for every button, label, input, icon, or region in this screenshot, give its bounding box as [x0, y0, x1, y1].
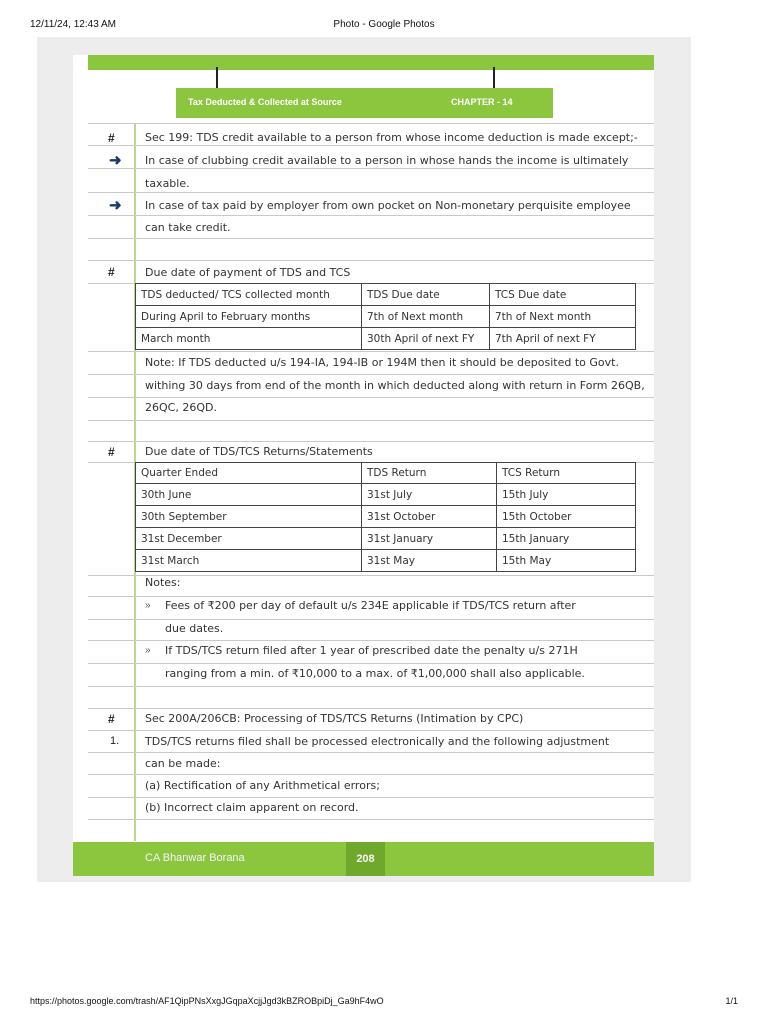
table-row	[136, 528, 636, 550]
table-cell: 15th October	[497, 506, 636, 528]
ruled-line	[88, 420, 654, 421]
table-cell: 15th May	[497, 550, 636, 572]
ruled-line	[88, 351, 654, 352]
table-row	[136, 328, 636, 350]
table-cell: 15th January	[497, 528, 636, 550]
sec200a-heading: Sec 200A/206CB: Processing of TDS/TCS Returns (Intimation by CPC)	[145, 712, 524, 725]
table-cell: 15th July	[497, 484, 636, 506]
returns-bullet2-line2: ranging from a min. of ₹10,000 to a max. of ₹1,00,000 shall also applicable.	[165, 667, 585, 680]
returns-due-heading: Due date of TDS/TCS Returns/Statements	[145, 445, 373, 458]
table-header-row	[136, 463, 636, 484]
returns-due-table	[135, 462, 636, 572]
bottom-accent-bar	[73, 842, 654, 876]
sec199-item1-line1: In case of clubbing credit available to a person in whose hands the income is ultimately	[145, 154, 629, 167]
ruled-line	[88, 374, 654, 375]
ruled-line	[88, 123, 654, 124]
ruled-line	[88, 215, 654, 216]
ruled-line	[88, 397, 654, 398]
ruled-line	[88, 752, 654, 753]
table-cell: 7th of Next month	[362, 306, 490, 328]
sec199-item2-line2: can take credit.	[145, 221, 231, 234]
table-cell: 31st December	[136, 528, 362, 550]
ruled-line	[88, 596, 654, 597]
ruled-line	[88, 145, 654, 146]
table-header-cell: TCS Due date	[490, 284, 636, 306]
author-name: CA Bhanwar Borana	[145, 852, 245, 864]
table-row	[136, 550, 636, 572]
table-header-cell: TDS deducted/ TCS collected month	[136, 284, 362, 306]
payment-note-line1: Note: If TDS deducted u/s 194-IA, 194-IB or 194M then it should be deposited to Govt.	[145, 356, 619, 369]
returns-notes-label: Notes:	[145, 576, 181, 589]
table-cell: 31st October	[362, 506, 497, 528]
sec200a-item-a: (a) Rectification of any Arithmetical errors;	[145, 779, 380, 792]
right-arrow-icon: ➜	[109, 197, 122, 214]
section-hash-marker: #	[108, 712, 115, 726]
section-hash-marker: #	[108, 265, 115, 279]
double-chevron-icon: »	[145, 600, 151, 611]
print-url: https://photos.google.com/trash/AF1QipPNsXxgJGqpaXcjjJgd3kBZROBpiDj_Ga9hF4wO	[30, 996, 384, 1006]
sec200a-item-b: (b) Incorrect claim apparent on record.	[145, 801, 359, 814]
print-page-count: 1/1	[725, 996, 738, 1006]
ruled-line	[88, 774, 654, 775]
sec199-heading: Sec 199: TDS credit available to a person from whose income deduction is made except;-	[145, 131, 638, 144]
sec199-item2-line1: In case of tax paid by employer from own pocket on Non-monetary perquisite employee	[145, 199, 631, 212]
double-chevron-icon: »	[145, 645, 151, 656]
ruled-line	[88, 797, 654, 798]
ruled-line	[88, 686, 654, 687]
item-number: 1.	[110, 735, 120, 747]
table-cell: 30th September	[136, 506, 362, 528]
ruled-line	[88, 819, 654, 820]
table-cell: 31st July	[362, 484, 497, 506]
ruled-line	[88, 619, 654, 620]
table-cell: 31st March	[136, 550, 362, 572]
ruled-line	[88, 708, 654, 709]
print-title: Photo - Google Photos	[333, 19, 435, 30]
table-row	[136, 484, 636, 506]
table-header-cell: TDS Return	[362, 463, 497, 484]
page-number-badge: 208	[346, 842, 385, 876]
chapter-banner	[176, 88, 553, 118]
ruled-line	[88, 640, 654, 641]
sec200a-line2: can be made:	[145, 757, 221, 770]
table-header-cell: Quarter Ended	[136, 463, 362, 484]
ruled-line	[88, 192, 654, 193]
chapter-number: CHAPTER - 14	[451, 97, 513, 107]
sec200a-line1: TDS/TCS returns filed shall be processed electronically and the following adjustment	[145, 735, 610, 748]
chapter-title: Tax Deducted & Collected at Source	[188, 97, 342, 107]
table-row	[136, 306, 636, 328]
ruled-line	[88, 238, 654, 239]
table-cell: 7th of Next month	[490, 306, 636, 328]
table-cell: 31st May	[362, 550, 497, 572]
ruled-line	[88, 663, 654, 664]
document-page	[73, 55, 654, 876]
ruled-line	[88, 441, 654, 442]
right-arrow-icon: ➜	[109, 152, 122, 169]
table-cell: During April to February months	[136, 306, 362, 328]
print-datetime: 12/11/24, 12:43 AM	[30, 19, 116, 30]
ruled-line	[88, 260, 654, 261]
sec199-item1-line2: taxable.	[145, 177, 190, 190]
payment-due-table	[135, 283, 636, 350]
binder-clip-right	[493, 67, 495, 89]
table-header-cell: TDS Due date	[362, 284, 490, 306]
table-row	[136, 506, 636, 528]
top-accent-bar	[88, 55, 654, 70]
table-cell: 31st January	[362, 528, 497, 550]
table-cell: 30th April of next FY	[362, 328, 490, 350]
table-header-row	[136, 284, 636, 306]
table-cell: March month	[136, 328, 362, 350]
payment-due-heading: Due date of payment of TDS and TCS	[145, 266, 351, 279]
section-hash-marker: #	[108, 445, 115, 459]
ruled-line	[88, 168, 654, 169]
binder-clip-left	[216, 67, 218, 89]
table-header-cell: TCS Return	[497, 463, 636, 484]
returns-bullet1-line2: due dates.	[165, 622, 224, 635]
ruled-line	[88, 730, 654, 731]
section-hash-marker: #	[108, 131, 115, 145]
returns-bullet2-line1: If TDS/TCS return filed after 1 year of prescribed date the penalty u/s 271H	[165, 644, 578, 657]
table-cell: 7th April of next FY	[490, 328, 636, 350]
table-cell: 30th June	[136, 484, 362, 506]
returns-bullet1-line1: Fees of ₹200 per day of default u/s 234E applicable if TDS/TCS return after	[165, 599, 576, 612]
payment-note-line3: 26QC, 26QD.	[145, 401, 217, 414]
payment-note-line2: withing 30 days from end of the month in which deducted along with return in Form 26QB,	[145, 379, 645, 392]
